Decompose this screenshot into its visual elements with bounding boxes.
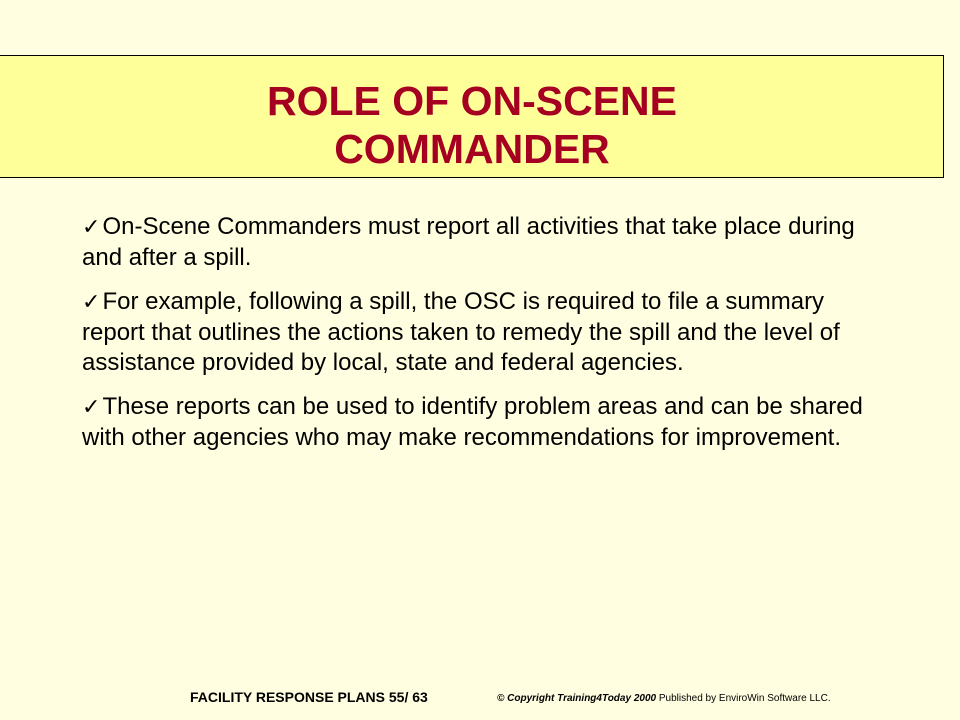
footer-copyright <box>497 693 831 704</box>
slide-title-line-1: ROLE OF ON-SCENE <box>266 78 678 124</box>
footer-course-label: FACILITY RESPONSE PLANS 55/ 63 <box>190 689 428 705</box>
bullet-text: For example, following a spill, the OSC is required to file a summary report that outlines the actions taken to remedy the spill and the level of assistance provided by local, state and federal agencies. <box>82 288 840 376</box>
bullet-list <box>82 212 882 467</box>
bullet-text: These reports can be used to identify problem areas and can be shared with other agencies who may make recommendations for improvement. <box>82 393 863 451</box>
bullet-item <box>82 212 882 273</box>
checkmark-icon: ✓ <box>82 215 101 240</box>
slide-title <box>0 56 944 173</box>
publisher-text: Published by EnviroWin Software LLC. <box>658 693 831 704</box>
title-banner <box>0 55 944 178</box>
copyright-text: © Copyright Training4Today 2000 <box>497 693 657 704</box>
checkmark-icon: ✓ <box>82 290 101 315</box>
bullet-item <box>82 392 882 453</box>
slide-title-line-2: COMMANDER <box>334 126 610 172</box>
bullet-item <box>82 287 882 378</box>
checkmark-icon: ✓ <box>82 395 101 420</box>
bullet-text: On-Scene Commanders must report all activities that take place during and after a spill. <box>82 213 855 271</box>
